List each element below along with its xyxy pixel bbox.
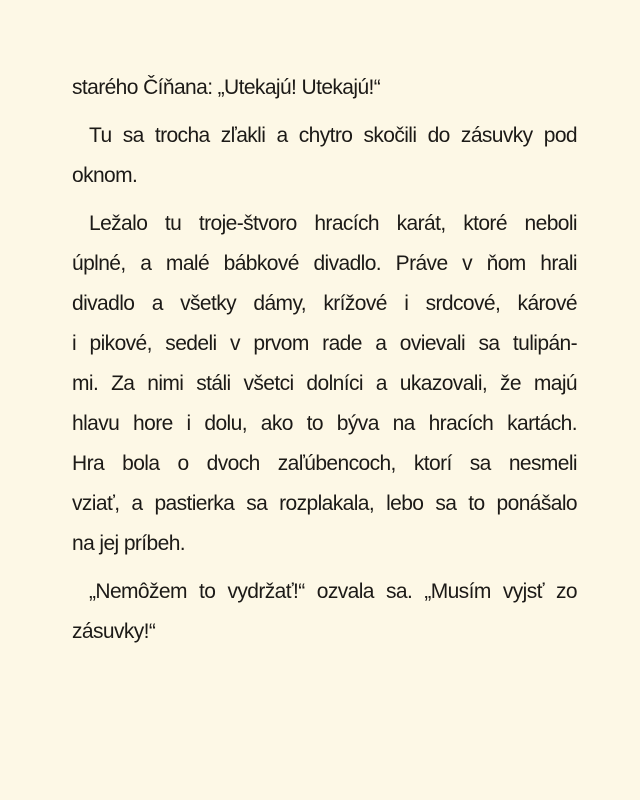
text-line: úplné, a malé bábkové divadlo. Práve v ňom hrali: [72, 252, 577, 275]
text-line: starého Číňana: „Utekajú! Utekajú!“: [72, 76, 381, 99]
text-line: mi. Za nimi stáli všetci dolníci a ukazovali, že majú: [72, 372, 577, 395]
paragraph-first-line: „Nemôžem to vydržať!“ ozvala sa. „Musím vyjsť zo: [89, 580, 577, 603]
text-line: divadlo a všetky dámy, krížové i srdcové, kárové: [72, 292, 577, 315]
text-line: na jej príbeh.: [72, 532, 186, 555]
text-line: oknom.: [72, 164, 138, 187]
book-page-text: [72, 68, 577, 652]
text-line: i pikové, sedeli v prvom rade a ovievali sa tulipán-: [72, 332, 577, 355]
text-line: vziať, a pastierka sa rozplakala, lebo sa to ponášalo: [72, 492, 577, 515]
text-line: zásuvky!“: [72, 620, 156, 643]
paragraph-first-line: Ležalo tu troje-štvoro hracích karát, ktoré neboli: [89, 212, 577, 235]
text-line: hlavu hore i dolu, ako to býva na hracích kartách.: [72, 412, 577, 435]
text-line: Hra bola o dvoch zaľúbencoch, ktorí sa nesmeli: [72, 452, 577, 475]
paragraph-first-line: Tu sa trocha zľakli a chytro skočili do zásuvky pod: [89, 124, 577, 147]
